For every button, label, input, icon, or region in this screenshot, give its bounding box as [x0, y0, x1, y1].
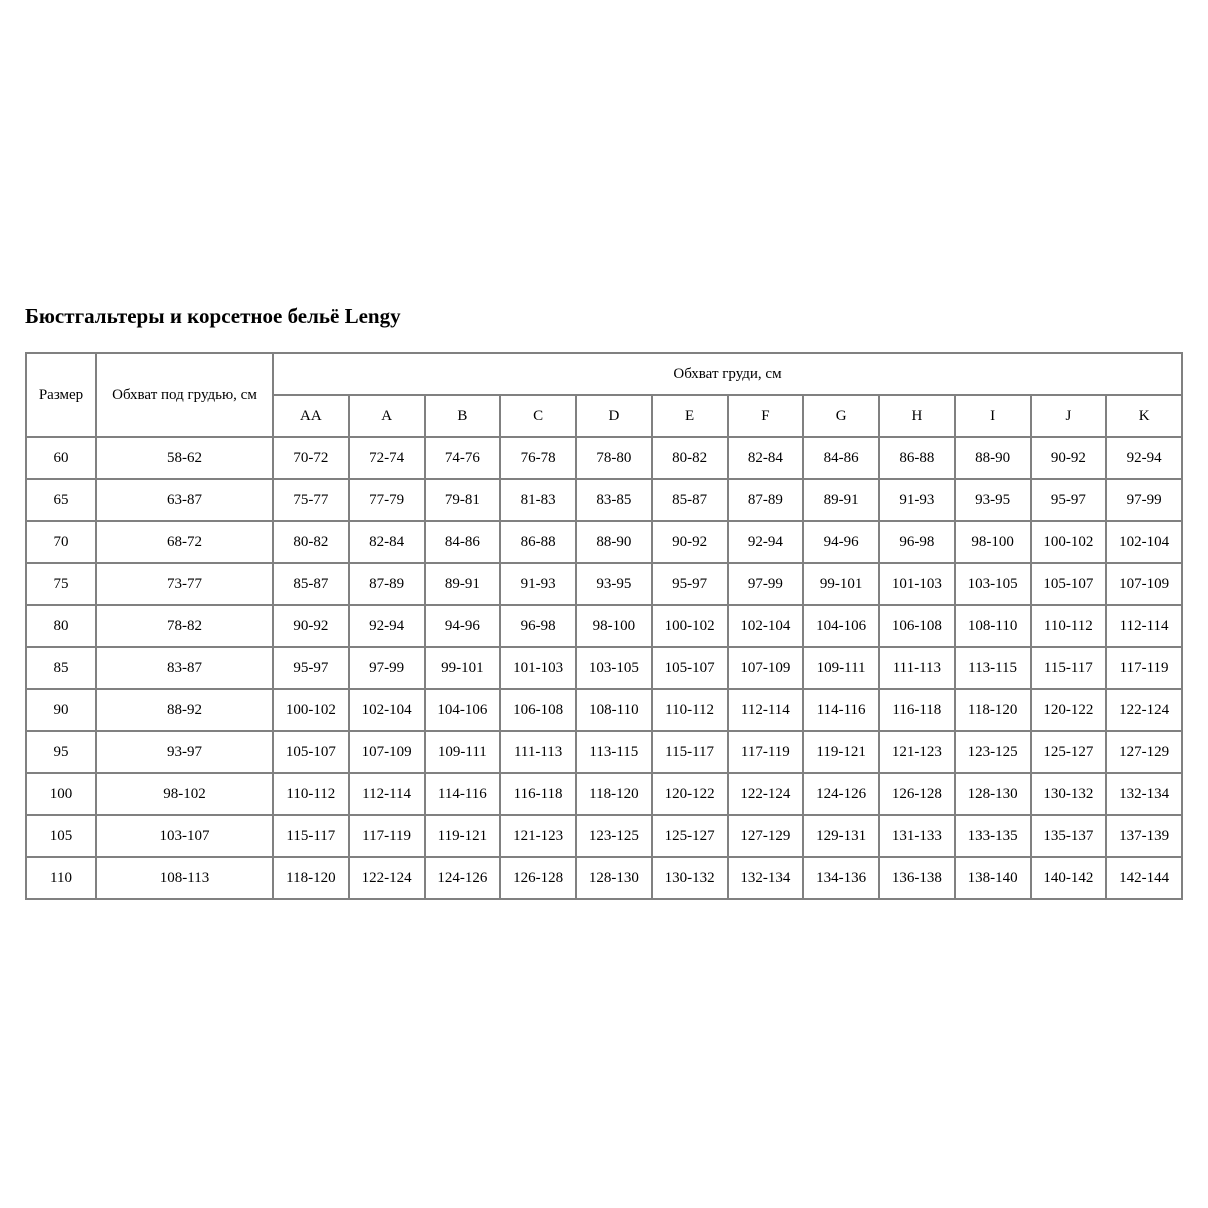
cup-cell: 105-107	[652, 647, 728, 689]
cup-cell: 138-140	[955, 857, 1031, 899]
cup-cell: 117-119	[349, 815, 425, 857]
table-row	[26, 815, 1182, 857]
cup-cell: 91-93	[500, 563, 576, 605]
cup-cell: 128-130	[955, 773, 1031, 815]
cup-cell: 109-111	[425, 731, 501, 773]
underbust-column-header: Обхват под грудью, см	[96, 353, 273, 437]
cup-cell: 124-126	[425, 857, 501, 899]
cup-cell: 100-102	[652, 605, 728, 647]
cup-cell: 93-95	[576, 563, 652, 605]
cup-header-cell: H	[879, 395, 955, 437]
cup-cell: 95-97	[273, 647, 349, 689]
cup-cell: 87-89	[728, 479, 804, 521]
cup-cell: 88-90	[955, 437, 1031, 479]
cup-cell: 82-84	[349, 521, 425, 563]
cup-cell: 103-105	[955, 563, 1031, 605]
cup-cell: 119-121	[425, 815, 501, 857]
cup-cell: 96-98	[500, 605, 576, 647]
cup-cell: 94-96	[803, 521, 879, 563]
cup-cell: 114-116	[803, 689, 879, 731]
table-row	[26, 521, 1182, 563]
cup-cell: 70-72	[273, 437, 349, 479]
cup-cell: 92-94	[349, 605, 425, 647]
cup-cell: 140-142	[1031, 857, 1107, 899]
size-cell: 65	[26, 479, 96, 521]
cup-cell: 92-94	[728, 521, 804, 563]
cup-cell: 93-95	[955, 479, 1031, 521]
cup-header-cell: B	[425, 395, 501, 437]
underbust-cell: 68-72	[96, 521, 273, 563]
cup-cell: 127-129	[728, 815, 804, 857]
cup-cell: 85-87	[652, 479, 728, 521]
underbust-cell: 78-82	[96, 605, 273, 647]
bust-group-header: Обхват груди, см	[273, 353, 1182, 395]
cup-cell: 97-99	[1106, 479, 1182, 521]
cup-cell: 117-119	[728, 731, 804, 773]
cup-cell: 106-108	[500, 689, 576, 731]
cup-cell: 123-125	[955, 731, 1031, 773]
underbust-cell: 108-113	[96, 857, 273, 899]
cup-cell: 77-79	[349, 479, 425, 521]
cup-cell: 104-106	[803, 605, 879, 647]
cup-cell: 90-92	[1031, 437, 1107, 479]
cup-cell: 106-108	[879, 605, 955, 647]
cup-cell: 101-103	[500, 647, 576, 689]
cup-header-cell: I	[955, 395, 1031, 437]
cup-cell: 86-88	[500, 521, 576, 563]
table-row	[26, 731, 1182, 773]
cup-cell: 118-120	[576, 773, 652, 815]
cup-cell: 110-112	[1031, 605, 1107, 647]
cup-cell: 130-132	[1031, 773, 1107, 815]
cup-cell: 96-98	[879, 521, 955, 563]
page-title: Бюстгальтеры и корсетное бельё Lengy	[25, 304, 401, 328]
cup-cell: 111-113	[500, 731, 576, 773]
size-table	[25, 352, 1183, 900]
underbust-cell: 93-97	[96, 731, 273, 773]
cup-cell: 91-93	[879, 479, 955, 521]
cup-cell: 131-133	[879, 815, 955, 857]
cup-cell: 132-134	[1106, 773, 1182, 815]
cup-cell: 133-135	[955, 815, 1031, 857]
cup-cell: 102-104	[1106, 521, 1182, 563]
cup-cell: 92-94	[1106, 437, 1182, 479]
cup-cell: 105-107	[273, 731, 349, 773]
cup-cell: 111-113	[879, 647, 955, 689]
cup-cell: 127-129	[1106, 731, 1182, 773]
cup-cell: 113-115	[576, 731, 652, 773]
cup-cell: 87-89	[349, 563, 425, 605]
cup-cell: 115-117	[273, 815, 349, 857]
cup-cell: 125-127	[1031, 731, 1107, 773]
cup-cell: 135-137	[1031, 815, 1107, 857]
cup-cell: 114-116	[425, 773, 501, 815]
cup-cell: 118-120	[955, 689, 1031, 731]
cup-cell: 81-83	[500, 479, 576, 521]
cup-cell: 110-112	[652, 689, 728, 731]
cup-cell: 105-107	[1031, 563, 1107, 605]
underbust-cell: 63-87	[96, 479, 273, 521]
cup-cell: 124-126	[803, 773, 879, 815]
table-row	[26, 689, 1182, 731]
cup-cell: 115-117	[652, 731, 728, 773]
underbust-cell: 73-77	[96, 563, 273, 605]
cup-cell: 89-91	[425, 563, 501, 605]
cup-cell: 132-134	[728, 857, 804, 899]
cup-cell: 84-86	[425, 521, 501, 563]
size-cell: 85	[26, 647, 96, 689]
cup-cell: 126-128	[879, 773, 955, 815]
underbust-cell: 83-87	[96, 647, 273, 689]
cup-cell: 116-118	[500, 773, 576, 815]
cup-cell: 142-144	[1106, 857, 1182, 899]
size-cell: 110	[26, 857, 96, 899]
cup-cell: 134-136	[803, 857, 879, 899]
cup-cell: 122-124	[1106, 689, 1182, 731]
cup-cell: 136-138	[879, 857, 955, 899]
size-cell: 105	[26, 815, 96, 857]
cup-cell: 75-77	[273, 479, 349, 521]
cup-cell: 84-86	[803, 437, 879, 479]
cup-cell: 80-82	[273, 521, 349, 563]
underbust-cell: 88-92	[96, 689, 273, 731]
cup-cell: 103-105	[576, 647, 652, 689]
cup-cell: 110-112	[273, 773, 349, 815]
cup-header-cell: J	[1031, 395, 1107, 437]
cup-header-cell: E	[652, 395, 728, 437]
cup-cell: 97-99	[349, 647, 425, 689]
cup-cell: 102-104	[728, 605, 804, 647]
cup-cell: 113-115	[955, 647, 1031, 689]
cup-header-cell: C	[500, 395, 576, 437]
table-row	[26, 437, 1182, 479]
cup-cell: 122-124	[728, 773, 804, 815]
cup-cell: 116-118	[879, 689, 955, 731]
table-row	[26, 857, 1182, 899]
cup-cell: 72-74	[349, 437, 425, 479]
cup-cell: 89-91	[803, 479, 879, 521]
cup-cell: 74-76	[425, 437, 501, 479]
size-cell: 80	[26, 605, 96, 647]
table-row	[26, 479, 1182, 521]
cup-cell: 101-103	[879, 563, 955, 605]
cup-header-cell: G	[803, 395, 879, 437]
table-row	[26, 563, 1182, 605]
cup-cell: 82-84	[728, 437, 804, 479]
table-row	[26, 605, 1182, 647]
cup-cell: 123-125	[576, 815, 652, 857]
cup-cell: 98-100	[576, 605, 652, 647]
cup-header-cell: F	[728, 395, 804, 437]
cup-cell: 108-110	[955, 605, 1031, 647]
cup-cell: 125-127	[652, 815, 728, 857]
cup-cell: 98-100	[955, 521, 1031, 563]
table-row	[26, 647, 1182, 689]
size-cell: 75	[26, 563, 96, 605]
cup-cell: 121-123	[500, 815, 576, 857]
cup-cell: 76-78	[500, 437, 576, 479]
cup-cell: 83-85	[576, 479, 652, 521]
cup-cell: 108-110	[576, 689, 652, 731]
cup-cell: 95-97	[1031, 479, 1107, 521]
size-cell: 90	[26, 689, 96, 731]
cup-cell: 112-114	[349, 773, 425, 815]
cup-cell: 80-82	[652, 437, 728, 479]
cup-cell: 90-92	[652, 521, 728, 563]
cup-cell: 85-87	[273, 563, 349, 605]
cup-cell: 115-117	[1031, 647, 1107, 689]
cup-cell: 119-121	[803, 731, 879, 773]
cup-cell: 129-131	[803, 815, 879, 857]
cup-cell: 102-104	[349, 689, 425, 731]
cup-cell: 95-97	[652, 563, 728, 605]
cup-cell: 107-109	[349, 731, 425, 773]
size-cell: 70	[26, 521, 96, 563]
size-cell: 95	[26, 731, 96, 773]
cup-cell: 117-119	[1106, 647, 1182, 689]
cup-cell: 126-128	[500, 857, 576, 899]
cup-cell: 100-102	[273, 689, 349, 731]
size-cell: 60	[26, 437, 96, 479]
cup-cell: 90-92	[273, 605, 349, 647]
cup-header-cell: AA	[273, 395, 349, 437]
size-cell: 100	[26, 773, 96, 815]
cup-cell: 137-139	[1106, 815, 1182, 857]
cup-cell: 130-132	[652, 857, 728, 899]
cup-cell: 79-81	[425, 479, 501, 521]
table-row	[26, 773, 1182, 815]
underbust-cell: 103-107	[96, 815, 273, 857]
cup-cell: 99-101	[803, 563, 879, 605]
cup-header-cell: D	[576, 395, 652, 437]
cup-cell: 121-123	[879, 731, 955, 773]
underbust-cell: 98-102	[96, 773, 273, 815]
cup-cell: 107-109	[1106, 563, 1182, 605]
cup-cell: 122-124	[349, 857, 425, 899]
cup-cell: 120-122	[652, 773, 728, 815]
content-area	[25, 303, 1183, 900]
cup-cell: 78-80	[576, 437, 652, 479]
size-column-header: Размер	[26, 353, 96, 437]
cup-cell: 88-90	[576, 521, 652, 563]
cup-cell: 128-130	[576, 857, 652, 899]
cup-cell: 107-109	[728, 647, 804, 689]
cup-cell: 118-120	[273, 857, 349, 899]
cup-cell: 100-102	[1031, 521, 1107, 563]
cup-cell: 99-101	[425, 647, 501, 689]
cup-cell: 86-88	[879, 437, 955, 479]
cup-header-cell: K	[1106, 395, 1182, 437]
header-row-top	[26, 353, 1182, 395]
cup-cell: 109-111	[803, 647, 879, 689]
underbust-cell: 58-62	[96, 437, 273, 479]
cup-cell: 112-114	[1106, 605, 1182, 647]
cup-cell: 94-96	[425, 605, 501, 647]
cup-cell: 97-99	[728, 563, 804, 605]
cup-header-cell: A	[349, 395, 425, 437]
cup-cell: 120-122	[1031, 689, 1107, 731]
cup-cell: 112-114	[728, 689, 804, 731]
cup-cell: 104-106	[425, 689, 501, 731]
